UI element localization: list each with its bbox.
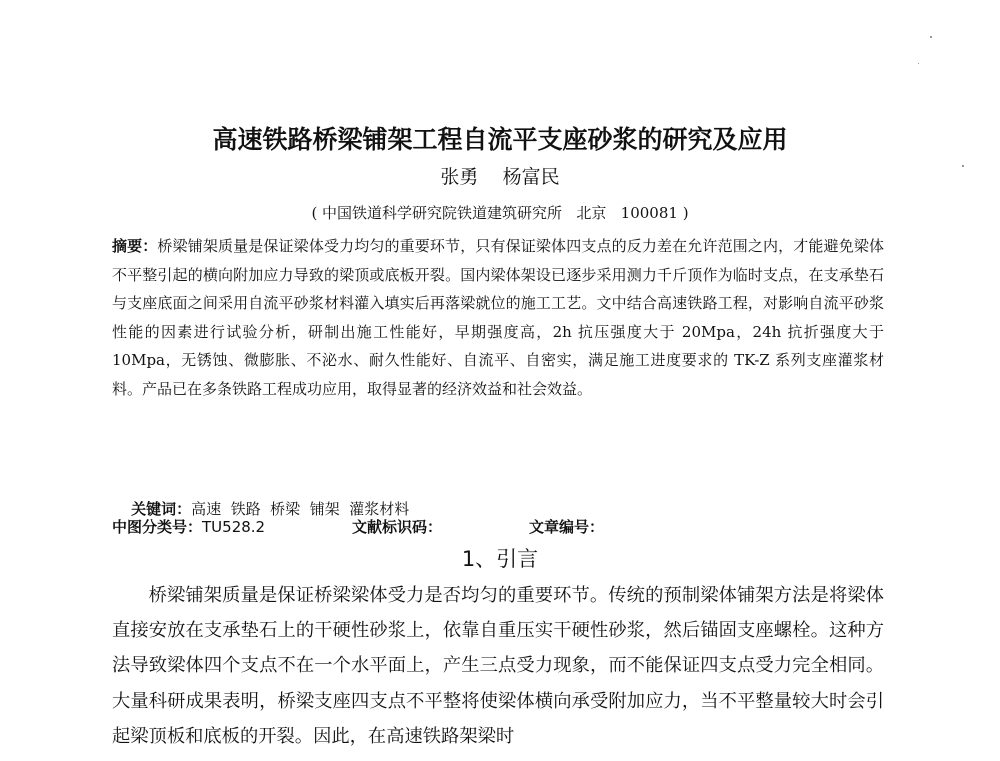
clc-label: 中图分类号：	[112, 518, 203, 536]
affiliation: ( 中国铁道科学研究院铁道建筑研究所 北京 100081 )	[311, 204, 689, 222]
classification-line	[112, 516, 605, 537]
authors: 张勇 杨富民	[440, 166, 560, 188]
doc-code-label: 文献标识码：	[352, 518, 443, 536]
abstract-text: 桥梁铺架质量是保证梁体受力均匀的重要环节，只有保证梁体四支点的反力差在允许范围之内，才能避免梁体不平整引起的横向附加应力导致的梁顶或底板开裂。国内梁体架设已逐步采用测力千斤顶作为临时支点，在支承垫石与支座底面之间采用自流平砂浆材料灌入填实后再落梁就位的施工工艺。文中结合高速铁路工程，对影响自流平砂浆性能的因素进行试验分析，研制出施工性能好，早期强度高，2h 抗压强度大于 20Mpa，24h 抗折强度大于 10Mpa，无锈蚀、微膨胀、不泌水、耐久性能好、自流平、自密实，满足施工进度要求的 TK-Z 系列支座灌浆材料。产品已在多条铁路工程成功应用，取得显著的经济效益和社会效益。	[112, 237, 884, 398]
body-paragraph: 桥梁铺架质量是保证桥梁梁体受力是否均匀的重要环节。传统的预制梁体铺架方法是将梁体直接安放在支承垫石上的干硬性砂浆上，依靠自重压实干硬性砂浆，然后锚固支座螺栓。这种方法导致梁体四个支点不在一个水平面上，产生三点受力现象，而不能保证四支点受力完全相同。大量科研成果表明，桥梁支座四支点不平整将使梁体横向承受附加应力，当不平整量较大时会引起梁顶板和底板的开裂。因此，在高速铁路架梁时	[112, 585, 884, 747]
article-no-item	[529, 516, 604, 537]
scan-speck	[930, 36, 932, 38]
clc-value: TU528.2	[202, 518, 266, 536]
doc-code-item	[352, 516, 442, 537]
scan-speck	[918, 63, 919, 64]
clc-item	[112, 518, 265, 536]
scan-speck	[962, 165, 964, 167]
abstract	[112, 232, 884, 404]
paper-title: 高速铁路桥梁铺架工程自流平支座砂浆的研究及应用	[212, 125, 788, 154]
abstract-label: 摘要：	[112, 237, 158, 255]
keywords-text: 高速 铁路 桥梁 铺架 灌浆材料	[191, 500, 410, 518]
article-no-label: 文章编号：	[529, 518, 605, 536]
keywords-label: 关键词：	[131, 500, 192, 518]
section-heading: 1、引言	[461, 547, 539, 571]
